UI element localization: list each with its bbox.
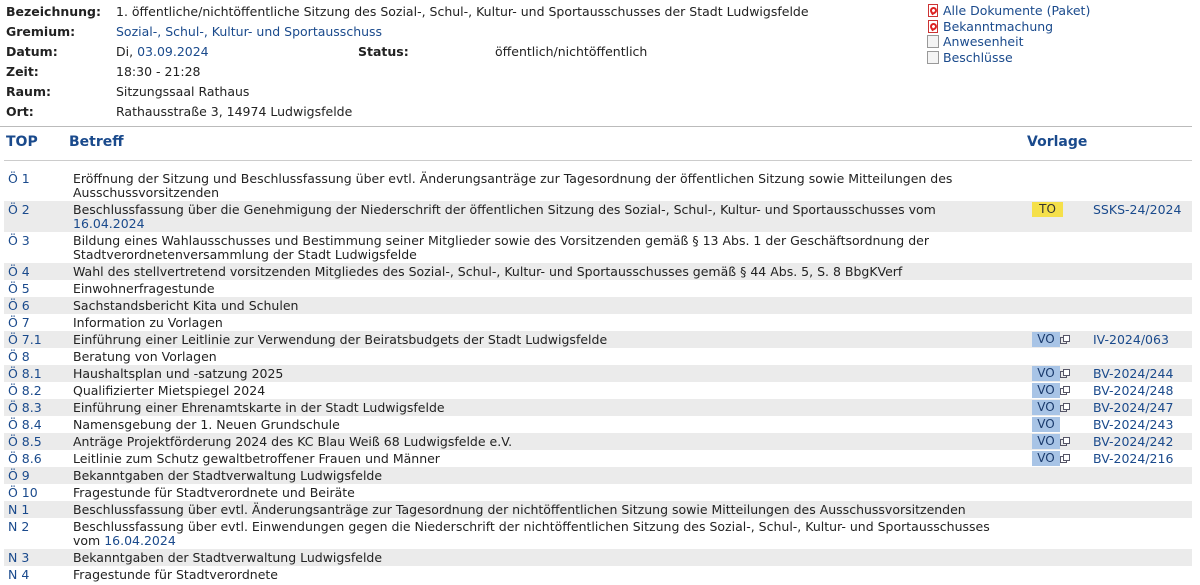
zeit-value: 18:30 - 21:28	[116, 64, 201, 79]
table-row	[4, 331, 1192, 348]
table-row	[4, 484, 1192, 501]
agenda-item-subject-text: Einführung einer Leitlinie zur Verwendung der Beiratsbudgets der Stadt Ludwigsfelde	[73, 331, 608, 347]
agenda-item-number[interactable]: Ö 8.4	[8, 417, 42, 432]
table-row	[4, 399, 1192, 416]
column-header-top: TOP	[6, 134, 38, 150]
table-row	[4, 433, 1192, 450]
table-row	[4, 263, 1192, 280]
table-row	[4, 280, 1192, 297]
popup-window-icon[interactable]	[1060, 403, 1069, 412]
agenda-item-number[interactable]: Ö 8.5	[8, 434, 42, 449]
agenda-item-subject-text: Bekanntgaben der Stadtverwaltung Ludwigsfelde	[73, 549, 383, 565]
agenda-item-subject	[73, 518, 1003, 549]
agenda-item-subject	[73, 263, 1003, 280]
agenda-item-subject	[73, 348, 1003, 365]
agenda-item-subject-text: Qualifizierter Mietspiegel 2024	[73, 382, 266, 398]
document-links	[925, 3, 1090, 65]
agenda-item-subject-text: Beschlussfassung über evtl. Einwendungen gegen die Niederschrift der nichtöffentlichen Sitzung des Sozial-, Schul-, Kultur- und Sportausschusses vom	[73, 518, 990, 548]
form-icon	[925, 34, 941, 49]
agenda-item-subject-text: Leitlinie zum Schutz gewaltbetroffener Frauen und Männer	[73, 450, 440, 466]
datum-label: Datum:	[6, 44, 58, 59]
divider	[0, 126, 1192, 127]
agenda-item-subject-text: Sachstandsbericht Kita und Schulen	[73, 297, 299, 313]
agenda-item-subject-text: Wahl des stellvertretend vorsitzenden Mitgliedes des Sozial-, Schul-, Kultur- und Sportausschusses gemäß § 44 Abs. 5, S. 8 BbgKVerf	[73, 263, 903, 279]
popup-window-icon[interactable]	[1060, 386, 1069, 395]
raum-label: Raum:	[6, 84, 51, 99]
agenda-item-subject	[73, 314, 1003, 331]
agenda-item-subject-text: Fragestunde für Stadtverordnete	[73, 566, 278, 582]
table-row	[4, 549, 1192, 566]
vo-badge[interactable]: VO	[1032, 417, 1060, 432]
vo-badge[interactable]: VO	[1032, 383, 1060, 398]
bezeichnung-label: Bezeichnung:	[6, 4, 101, 19]
bezeichnung-value: 1. öffentliche/nichtöffentliche Sitzung des Sozial-, Schul-, Kultur- und Sportausschusses der Stadt Ludwigsfelde	[116, 4, 809, 19]
agenda-item-subject	[73, 433, 1003, 450]
meta-row-datum	[6, 42, 906, 62]
agenda-item-subject	[73, 467, 1003, 484]
agenda-item-subject	[73, 501, 1003, 518]
table-row	[4, 201, 1192, 232]
datum-weekday: Di,	[116, 44, 134, 59]
vorlage-link[interactable]: BV-2024/242	[1093, 434, 1174, 449]
table-row	[4, 365, 1192, 382]
agenda-item-number[interactable]: Ö 10	[8, 485, 38, 500]
table-row	[4, 467, 1192, 484]
agenda-item-subject	[73, 331, 1003, 348]
vo-badge[interactable]: VO	[1032, 400, 1060, 415]
vorlage-link[interactable]: BV-2024/247	[1093, 400, 1174, 415]
agenda-item-subject-text: Anträge Projektförderung 2024 des KC Blau Weiß 68 Ludwigsfelde e.V.	[73, 433, 513, 449]
agenda-item-number[interactable]: Ö 7.1	[8, 332, 42, 347]
agenda-item-number[interactable]: Ö 8.6	[8, 451, 42, 466]
vo-badge[interactable]: VO	[1032, 434, 1060, 449]
popup-window-icon[interactable]	[1060, 437, 1069, 446]
zeit-label: Zeit:	[6, 64, 39, 79]
vo-badge[interactable]: VO	[1032, 332, 1060, 347]
status-value: öffentlich/nichtöffentlich	[495, 44, 648, 59]
doc-anwesenheit[interactable]	[925, 34, 1090, 50]
vorlage-link[interactable]: IV-2024/063	[1093, 332, 1169, 347]
agenda-item-subject-text: Einführung einer Ehrenamtskarte in der Stadt Ludwigsfelde	[73, 399, 445, 415]
agenda-item-subject	[73, 416, 1003, 433]
vo-badge[interactable]: VO	[1032, 451, 1060, 466]
agenda-item-subject-text: Information zu Vorlagen	[73, 314, 223, 330]
agenda-item-number[interactable]: Ö 6	[8, 298, 30, 313]
ort-label: Ort:	[6, 104, 34, 119]
table-row	[4, 382, 1192, 399]
to-badge[interactable]: TO	[1032, 202, 1063, 217]
table-row	[4, 314, 1192, 331]
agenda-item-subject-text: Haushaltsplan und -satzung 2025	[73, 365, 284, 381]
column-header-vorlage: Vorlage	[1027, 134, 1088, 150]
status-label: Status:	[358, 44, 409, 59]
agenda-item-subject-text: Namensgebung der 1. Neuen Grundschule	[73, 416, 340, 432]
vorlage-link[interactable]: BV-2024/216	[1093, 451, 1174, 466]
table-row	[4, 501, 1192, 518]
agenda-item-subject	[73, 280, 1003, 297]
form-icon	[925, 50, 941, 65]
doc-beschluesse-link[interactable]: Beschlüsse	[943, 49, 1013, 65]
agenda-item-number[interactable]: Ö 1	[8, 171, 30, 186]
doc-alle-dokumente[interactable]	[925, 3, 1090, 19]
pdf-icon	[925, 19, 941, 34]
pdf-icon	[925, 3, 941, 18]
agenda-item-subject-text: Bekanntgaben der Stadtverwaltung Ludwigsfelde	[73, 467, 383, 483]
agenda-item-subject-text: Beratung von Vorlagen	[73, 348, 217, 364]
table-row	[4, 232, 1192, 263]
agenda-item-subject-text: Beschlussfassung über die Genehmigung der Niederschrift der öffentlichen Sitzung des Sozial-, Schul-, Kultur- und Sportausschusses vom	[73, 201, 936, 217]
doc-bekanntmachung[interactable]	[925, 19, 1090, 35]
agenda-item-subject-text: Einwohnerfragestunde	[73, 280, 215, 296]
popup-window-icon[interactable]	[1060, 369, 1069, 378]
agenda-item-subject	[73, 566, 1003, 583]
agenda-item-subject	[73, 399, 1003, 416]
vo-badge[interactable]: VO	[1032, 366, 1060, 381]
table-row	[4, 170, 1192, 201]
popup-window-icon[interactable]	[1060, 454, 1069, 463]
doc-anwesenheit-link[interactable]: Anwesenheit	[943, 34, 1024, 49]
agenda-item-number[interactable]: Ö 3	[8, 233, 30, 248]
agenda-item-number[interactable]: Ö 4	[8, 264, 30, 279]
raum-value: Sitzungssaal Rathaus	[116, 84, 250, 99]
agenda-item-number[interactable]: Ö 8.1	[8, 366, 42, 381]
gremium-label: Gremium:	[6, 24, 76, 39]
vorlage-link[interactable]: SSKS-24/2024	[1093, 202, 1182, 217]
header-divider	[4, 160, 1192, 161]
agenda-item-subject	[73, 201, 1003, 232]
column-header-betreff: Betreff	[69, 134, 124, 150]
vorlage-link[interactable]: BV-2024/243	[1093, 417, 1174, 432]
table-row	[4, 297, 1192, 314]
agenda-item-subject-text: Eröffnung der Sitzung und Beschlussfassung über evtl. Änderungsanträge zur Tagesordnung der öffentlichen Sitzung sowie Mitteilungen des Ausschussvorsitzenden	[73, 170, 953, 200]
table-row	[4, 416, 1192, 433]
agenda-item-subject	[73, 365, 1003, 382]
datum-link[interactable]: 03.09.2024	[137, 44, 209, 59]
agenda-item-number[interactable]: N 3	[8, 550, 30, 565]
agenda-item-subject	[73, 450, 1003, 467]
agenda-item-number[interactable]: N 1	[8, 502, 30, 517]
vorlage-link[interactable]: BV-2024/248	[1093, 383, 1174, 398]
agenda-item-subject	[73, 382, 1003, 399]
doc-bekanntmachung-link[interactable]: Bekanntmachung	[943, 18, 1054, 34]
table-row	[4, 518, 1192, 549]
agenda-item-subject-text: Beschlussfassung über evtl. Änderungsanträge zur Tagesordnung der nichtöffentlichen Sitzung sowie Mitteilungen des Ausschussvorsitzenden	[73, 501, 966, 517]
popup-window-icon[interactable]	[1060, 335, 1069, 344]
agenda-item-number[interactable]: Ö 2	[8, 202, 30, 217]
agenda-item-number[interactable]: Ö 8	[8, 349, 30, 364]
doc-beschluesse[interactable]	[925, 50, 1090, 66]
agenda-item-number[interactable]: Ö 8.3	[8, 400, 42, 415]
agenda-item-subject	[73, 170, 1003, 201]
ort-value: Rathausstraße 3, 14974 Ludwigsfelde	[116, 104, 353, 119]
agenda-item-number[interactable]: Ö 9	[8, 468, 30, 483]
agenda-table	[4, 170, 1192, 583]
vorlage-link[interactable]: BV-2024/244	[1093, 366, 1174, 381]
meeting-metadata	[0, 0, 1200, 126]
gremium-link[interactable]: Sozial-, Schul-, Kultur- und Sportausschuss	[116, 24, 383, 39]
agenda-item-number[interactable]: Ö 5	[8, 281, 30, 296]
table-row	[4, 348, 1192, 365]
agenda-item-subject	[73, 484, 1003, 501]
agenda-item-subject-text: Fragestunde für Stadtverordnete und Beiräte	[73, 484, 355, 500]
table-row	[4, 450, 1192, 467]
agenda-item-subject-text: Bildung eines Wahlausschusses und Bestimmung seiner Mitglieder sowie des Vorsitzenden gemäß § 13 Abs. 1 der Geschäftsordnung der Stadtverordnetenversammlung der Stadt Ludwigsfelde	[73, 232, 929, 262]
agenda-item-date-link[interactable]: 16.04.2024	[104, 532, 176, 548]
agenda-item-subject	[73, 549, 1003, 566]
agenda-item-date-link[interactable]: 16.04.2024	[73, 215, 145, 231]
agenda-item-number[interactable]: Ö 8.2	[8, 383, 42, 398]
agenda-item-number[interactable]: Ö 7	[8, 315, 30, 330]
agenda-item-number[interactable]: N 4	[8, 567, 30, 582]
table-row	[4, 566, 1192, 583]
agenda-item-subject	[73, 297, 1003, 314]
doc-alle-dokumente-link[interactable]: Alle Dokumente (Paket)	[943, 3, 1091, 18]
datum-value	[116, 42, 209, 62]
agenda-table-header	[0, 134, 1192, 154]
agenda-item-subject	[73, 232, 1003, 263]
agenda-item-number[interactable]: N 2	[8, 519, 30, 534]
